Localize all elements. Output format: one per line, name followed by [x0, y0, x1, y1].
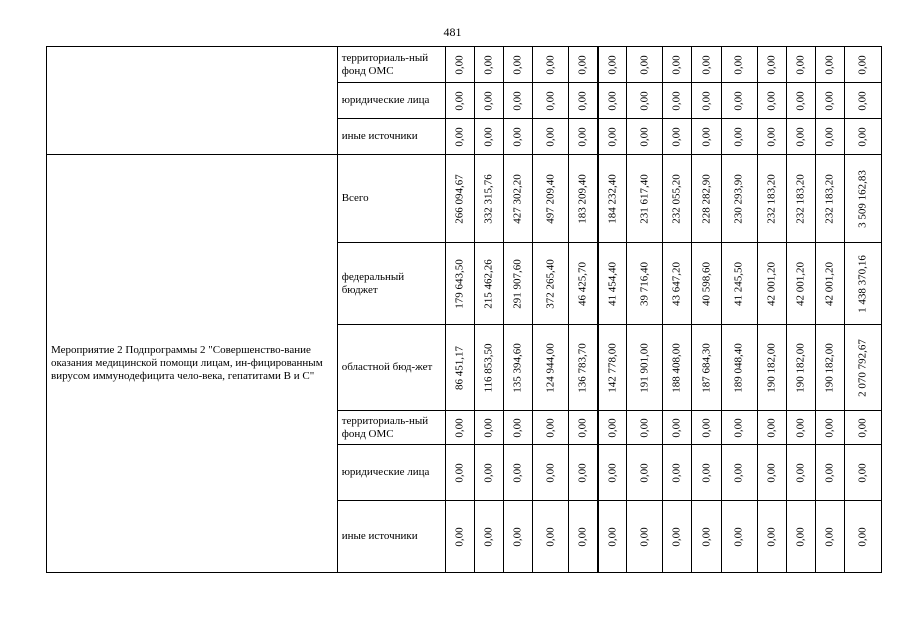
amount-value: 0,00: [453, 462, 466, 483]
amount-cell: [504, 83, 533, 119]
amount-value: 427 302,20: [511, 173, 524, 224]
amount-cell: [844, 47, 881, 83]
amount-cell: [569, 47, 598, 83]
amount-value: 0,00: [638, 126, 651, 147]
amount-cell: [445, 47, 474, 83]
amount-value: 136 783,70: [576, 342, 589, 393]
amount-value: 190 182,00: [765, 342, 778, 393]
amount-cell: [663, 243, 692, 325]
amount-value: 0,00: [700, 462, 712, 483]
amount-cell: [533, 501, 569, 573]
measure-description: [47, 47, 338, 155]
funding-source: федеральный бюджет: [337, 243, 445, 325]
amount-value: 1 438 370,16: [856, 254, 869, 313]
amount-cell: [569, 83, 598, 119]
amount-cell: [786, 445, 815, 501]
amount-cell: [757, 83, 786, 119]
amount-cell: [533, 325, 569, 411]
amount-cell: [663, 325, 692, 411]
amount-value: 42 001,20: [794, 261, 807, 306]
amount-cell: [627, 501, 663, 573]
amount-cell: [598, 243, 627, 325]
amount-value: 266 094,67: [453, 173, 466, 224]
amount-cell: [533, 119, 569, 155]
amount-value: 0,00: [638, 526, 651, 547]
amount-cell: [663, 119, 692, 155]
funding-source: иные источники: [337, 501, 445, 573]
amount-cell: [721, 325, 757, 411]
amount-cell: [627, 83, 663, 119]
amount-value: 0,00: [765, 526, 778, 547]
amount-cell: [445, 445, 474, 501]
amount-value: 40 598,60: [700, 261, 712, 306]
amount-value: 0,00: [700, 526, 712, 547]
amount-cell: [663, 445, 692, 501]
amount-cell: [627, 411, 663, 445]
amount-value: 228 282,90: [700, 173, 712, 224]
amount-cell: [569, 155, 598, 243]
amount-cell: [692, 155, 721, 243]
amount-cell: [475, 411, 504, 445]
amount-cell: [598, 83, 627, 119]
amount-value: 232 183,20: [823, 173, 836, 224]
amount-cell: [757, 501, 786, 573]
amount-value: 0,00: [638, 54, 651, 75]
amount-cell: [569, 325, 598, 411]
amount-value: 0,00: [544, 90, 557, 111]
funding-source: иные источники: [337, 119, 445, 155]
amount-value: 0,00: [700, 126, 712, 147]
amount-value: 0,00: [482, 126, 495, 147]
amount-value: 0,00: [482, 54, 495, 75]
amount-cell: [844, 325, 881, 411]
amount-value: 0,00: [765, 126, 778, 147]
funding-source: Всего: [337, 155, 445, 243]
table-row: [47, 47, 882, 83]
amount-value: 0,00: [544, 54, 557, 75]
amount-value: 0,00: [823, 90, 836, 111]
amount-value: 0,00: [606, 90, 619, 111]
amount-value: 0,00: [453, 526, 466, 547]
amount-cell: [844, 243, 881, 325]
amount-cell: [815, 243, 844, 325]
amount-cell: [663, 501, 692, 573]
amount-cell: [445, 83, 474, 119]
amount-cell: [475, 325, 504, 411]
amount-cell: [598, 47, 627, 83]
amount-cell: [692, 445, 721, 501]
funding-source: областной бюд-жет: [337, 325, 445, 411]
amount-value: 86 451,17: [453, 345, 466, 390]
amount-value: 0,00: [670, 462, 683, 483]
amount-cell: [815, 119, 844, 155]
amount-value: 0,00: [732, 526, 745, 547]
amount-cell: [504, 119, 533, 155]
amount-cell: [504, 155, 533, 243]
amount-cell: [786, 501, 815, 573]
amount-value: 232 055,20: [670, 173, 683, 224]
amount-cell: [692, 325, 721, 411]
amount-value: 0,00: [823, 126, 836, 147]
table-row: [47, 155, 882, 243]
amount-cell: [475, 501, 504, 573]
amount-value: 0,00: [856, 462, 869, 483]
amount-cell: [598, 119, 627, 155]
amount-cell: [445, 155, 474, 243]
amount-value: 0,00: [765, 90, 778, 111]
amount-cell: [627, 445, 663, 501]
amount-cell: [757, 445, 786, 501]
amount-value: 0,00: [823, 54, 836, 75]
amount-value: 0,00: [453, 54, 466, 75]
measure-description: Мероприятие 2 Подпрограммы 2 "Совершенство-вание оказания медицинской помощи лицам, ин-фицированным вирусом иммунодефицита чело-века, гепатитами В и С": [47, 155, 338, 573]
amount-cell: [504, 325, 533, 411]
amount-value: 0,00: [544, 417, 557, 438]
amount-cell: [786, 47, 815, 83]
amount-value: 0,00: [511, 90, 524, 111]
amount-value: 0,00: [670, 526, 683, 547]
amount-value: 0,00: [576, 462, 589, 483]
amount-value: 0,00: [856, 126, 869, 147]
amount-value: 0,00: [670, 54, 683, 75]
amount-value: 41 454,40: [606, 261, 619, 306]
amount-cell: [533, 243, 569, 325]
amount-cell: [569, 411, 598, 445]
amount-cell: [663, 47, 692, 83]
amount-cell: [721, 83, 757, 119]
amount-value: 0,00: [606, 417, 619, 438]
amount-value: 0,00: [732, 90, 745, 111]
amount-value: 0,00: [856, 54, 869, 75]
amount-value: 190 182,00: [823, 342, 836, 393]
amount-value: 0,00: [482, 462, 495, 483]
amount-value: 232 183,20: [765, 173, 778, 224]
amount-cell: [475, 83, 504, 119]
amount-value: 0,00: [576, 526, 589, 547]
amount-cell: [786, 243, 815, 325]
amount-cell: [627, 47, 663, 83]
amount-cell: [692, 47, 721, 83]
amount-value: 0,00: [856, 417, 869, 438]
amount-value: 116 853,50: [482, 342, 495, 393]
amount-value: 0,00: [511, 417, 524, 438]
amount-cell: [504, 411, 533, 445]
amount-cell: [757, 155, 786, 243]
amount-value: 42 001,20: [765, 261, 778, 306]
funding-source: территориаль-ный фонд ОМС: [337, 47, 445, 83]
amount-value: 0,00: [576, 54, 589, 75]
amount-value: 291 907,60: [511, 258, 524, 309]
amount-cell: [445, 411, 474, 445]
amount-cell: [815, 325, 844, 411]
amount-value: 142 778,00: [606, 342, 619, 393]
amount-value: 135 394,60: [511, 342, 524, 393]
amount-cell: [504, 243, 533, 325]
amount-value: 0,00: [453, 90, 466, 111]
amount-value: 497 209,40: [544, 173, 557, 224]
amount-value: 0,00: [482, 526, 495, 547]
amount-cell: [627, 119, 663, 155]
amount-cell: [844, 501, 881, 573]
amount-cell: [663, 411, 692, 445]
amount-cell: [569, 243, 598, 325]
amount-value: 188 408,00: [670, 342, 683, 393]
amount-cell: [598, 155, 627, 243]
amount-cell: [533, 411, 569, 445]
amount-value: 42 001,20: [823, 261, 836, 306]
amount-cell: [692, 243, 721, 325]
amount-cell: [844, 445, 881, 501]
amount-value: 0,00: [453, 126, 466, 147]
amount-cell: [815, 501, 844, 573]
amount-value: 0,00: [765, 417, 778, 438]
amount-value: 0,00: [823, 417, 836, 438]
amount-cell: [533, 155, 569, 243]
amount-value: 0,00: [856, 526, 869, 547]
amount-cell: [721, 243, 757, 325]
amount-cell: [786, 325, 815, 411]
amount-cell: [721, 119, 757, 155]
amount-cell: [663, 155, 692, 243]
amount-value: 0,00: [544, 126, 557, 147]
amount-value: 0,00: [638, 90, 651, 111]
amount-value: 0,00: [576, 417, 589, 438]
amount-value: 0,00: [794, 526, 807, 547]
amount-cell: [445, 243, 474, 325]
amount-value: 0,00: [544, 462, 557, 483]
amount-value: 0,00: [732, 126, 745, 147]
page-number: 481: [443, 25, 462, 39]
amount-cell: [598, 411, 627, 445]
amount-cell: [475, 243, 504, 325]
amount-cell: [692, 83, 721, 119]
amount-cell: [844, 411, 881, 445]
amount-value: 41 245,50: [732, 261, 745, 306]
amount-cell: [663, 83, 692, 119]
amount-value: 0,00: [794, 90, 807, 111]
amount-value: 0,00: [823, 462, 836, 483]
amount-cell: [598, 325, 627, 411]
amount-cell: [844, 83, 881, 119]
amount-value: 0,00: [670, 90, 683, 111]
amount-cell: [627, 155, 663, 243]
amount-value: 0,00: [856, 90, 869, 111]
amount-value: 0,00: [765, 54, 778, 75]
amount-value: 0,00: [732, 417, 745, 438]
amount-value: 0,00: [482, 90, 495, 111]
amount-cell: [533, 445, 569, 501]
amount-value: 187 684,30: [700, 342, 712, 393]
amount-value: 0,00: [606, 54, 619, 75]
amount-value: 0,00: [765, 462, 778, 483]
amount-value: 0,00: [638, 417, 651, 438]
amount-value: 0,00: [544, 526, 557, 547]
amount-cell: [757, 325, 786, 411]
amount-value: 0,00: [511, 462, 524, 483]
amount-cell: [786, 155, 815, 243]
amount-value: 0,00: [732, 54, 745, 75]
amount-cell: [844, 155, 881, 243]
amount-value: 46 425,70: [576, 261, 589, 306]
funding-source: юридические лица: [337, 83, 445, 119]
amount-cell: [627, 325, 663, 411]
amount-value: 0,00: [732, 462, 745, 483]
amount-cell: [721, 445, 757, 501]
amount-cell: [721, 411, 757, 445]
amount-value: 332 315,76: [482, 173, 495, 224]
amount-value: 0,00: [606, 126, 619, 147]
funding-source: юридические лица: [337, 445, 445, 501]
amount-value: 3 509 162,83: [856, 169, 869, 228]
amount-cell: [569, 501, 598, 573]
amount-value: 190 182,00: [794, 342, 807, 393]
amount-cell: [504, 501, 533, 573]
amount-value: 43 647,20: [670, 261, 683, 306]
amount-cell: [445, 325, 474, 411]
amount-cell: [815, 445, 844, 501]
amount-cell: [786, 411, 815, 445]
amount-value: 124 944,00: [544, 342, 557, 393]
amount-cell: [504, 445, 533, 501]
amount-value: 372 265,40: [544, 258, 557, 309]
amount-value: 0,00: [606, 526, 619, 547]
amount-cell: [598, 501, 627, 573]
amount-cell: [815, 83, 844, 119]
amount-value: 215 462,26: [482, 258, 495, 309]
amount-value: 2 070 792,67: [856, 338, 869, 397]
amount-value: 0,00: [511, 526, 524, 547]
amount-cell: [627, 243, 663, 325]
amount-value: 0,00: [823, 526, 836, 547]
amount-cell: [533, 83, 569, 119]
amount-cell: [475, 119, 504, 155]
amount-value: 232 183,20: [794, 173, 807, 224]
amount-cell: [815, 411, 844, 445]
amount-cell: [598, 445, 627, 501]
amount-value: 189 048,40: [732, 342, 745, 393]
amount-cell: [757, 411, 786, 445]
amount-cell: [757, 119, 786, 155]
amount-cell: [721, 155, 757, 243]
amount-value: 0,00: [576, 126, 589, 147]
amount-cell: [445, 501, 474, 573]
amount-value: 179 643,50: [453, 258, 466, 309]
amount-value: 183 209,40: [576, 173, 589, 224]
amount-value: 0,00: [700, 90, 712, 111]
amount-cell: [815, 47, 844, 83]
amount-cell: [757, 243, 786, 325]
amount-value: 39 716,40: [638, 261, 651, 306]
amount-cell: [786, 83, 815, 119]
amount-cell: [757, 47, 786, 83]
amount-value: 0,00: [453, 417, 466, 438]
amount-cell: [533, 47, 569, 83]
amount-cell: [786, 119, 815, 155]
amount-value: 0,00: [794, 126, 807, 147]
amount-value: 230 293,90: [732, 173, 745, 224]
amount-cell: [692, 501, 721, 573]
amount-value: 0,00: [511, 54, 524, 75]
amount-value: 0,00: [700, 54, 712, 75]
amount-value: 231 617,40: [638, 173, 651, 224]
amount-value: 191 901,00: [638, 342, 651, 393]
amount-cell: [475, 445, 504, 501]
amount-value: 0,00: [670, 126, 683, 147]
amount-cell: [844, 119, 881, 155]
amount-value: 0,00: [638, 462, 651, 483]
amount-cell: [475, 155, 504, 243]
amount-value: 0,00: [670, 417, 683, 438]
amount-cell: [504, 47, 533, 83]
funding-table: [46, 46, 882, 573]
funding-source: территориаль-ный фонд ОМС: [337, 411, 445, 445]
amount-cell: [445, 119, 474, 155]
amount-value: 0,00: [700, 417, 712, 438]
amount-cell: [721, 47, 757, 83]
amount-cell: [692, 411, 721, 445]
amount-cell: [721, 501, 757, 573]
amount-cell: [569, 119, 598, 155]
amount-value: 0,00: [606, 462, 619, 483]
amount-value: 0,00: [794, 54, 807, 75]
amount-cell: [569, 445, 598, 501]
amount-value: 0,00: [511, 126, 524, 147]
amount-cell: [815, 155, 844, 243]
amount-value: 0,00: [576, 90, 589, 111]
amount-cell: [692, 119, 721, 155]
amount-value: 0,00: [794, 417, 807, 438]
amount-value: 0,00: [482, 417, 495, 438]
amount-cell: [475, 47, 504, 83]
amount-value: 184 232,40: [606, 173, 619, 224]
amount-value: 0,00: [794, 462, 807, 483]
